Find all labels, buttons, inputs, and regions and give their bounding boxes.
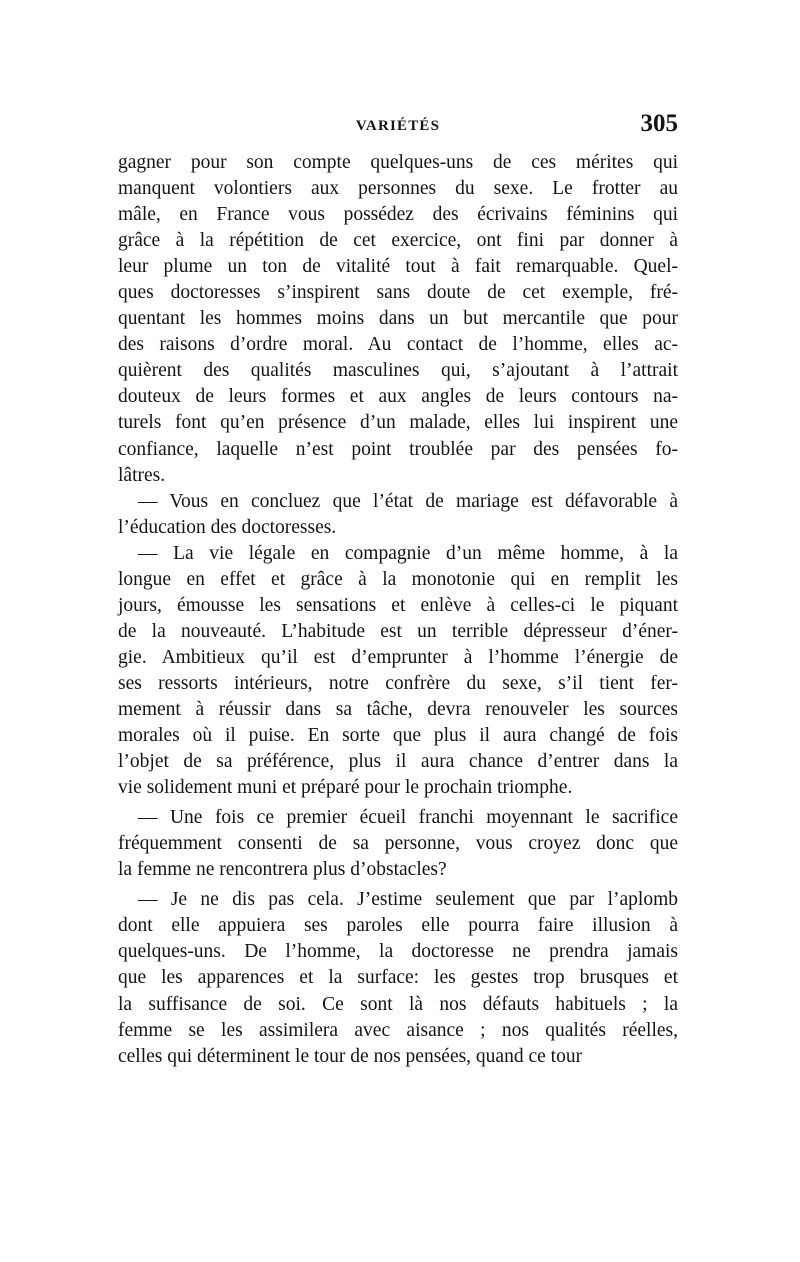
text-line: — Je ne dis pas cela. J’estime seulement que par l’aplomb xyxy=(138,889,678,911)
running-title: VARIÉTÉS xyxy=(355,118,441,134)
text-line: l’objet de sa préférence, plus il aura chance d’entrer dans la xyxy=(118,751,678,773)
text-line: l’éducation des doctoresses. xyxy=(118,516,337,538)
text-line: gie. Ambitieux qu’il est d’emprunter à l’homme l’énergie de xyxy=(118,646,678,668)
paragraph xyxy=(118,805,678,883)
text-line: ques doctoresses s’inspirent sans doute de cet exemple, fré- xyxy=(118,282,678,304)
text-line: leur plume un ton de vitalité tout à fait remarquable. Quel- xyxy=(118,256,678,278)
text-line: que les apparences et la surface: les gestes trop brusques et xyxy=(118,967,678,989)
text-line: de la nouveauté. L’habitude est un terrible dépresseur d’éner- xyxy=(118,620,678,642)
text-line: la suffisance de soi. Ce sont là nos défauts habituels ; la xyxy=(118,993,678,1015)
text-line: vie solidement muni et préparé pour le prochain triomphe. xyxy=(118,777,573,799)
body-text xyxy=(118,150,678,1070)
text-line: confiance, laquelle n’est point troublée par des pensées fo- xyxy=(118,438,678,460)
text-line: mâle, en France vous possédez des écrivains féminins qui xyxy=(118,204,678,226)
text-line: morales où il puise. En sorte que plus il aura changé de fois xyxy=(118,725,678,747)
text-line: — Une fois ce premier écueil franchi moyennant le sacrifice xyxy=(138,807,678,829)
page-number: 305 xyxy=(640,110,678,137)
text-line: — La vie légale en compagnie d’un même homme, à la xyxy=(138,542,678,564)
text-line: — Vous en concluez que l’état de mariage est défavorable à xyxy=(138,490,678,512)
text-line: jours, émousse les sensations et enlève à celles-ci le piquant xyxy=(118,594,678,616)
text-line: ses ressorts intérieurs, notre confrère du sexe, s’il tient fer- xyxy=(118,672,678,694)
text-line: turels font qu’en présence d’un malade, elles lui inspirent une xyxy=(118,412,678,434)
text-line: grâce à la répétition de cet exercice, ont fini par donner à xyxy=(118,230,678,252)
text-line: quelques-uns. De l’homme, la doctoresse ne prendra jamais xyxy=(118,941,678,963)
text-line: longue en effet et grâce à la monotonie qui en remplit les xyxy=(118,568,678,590)
text-line: douteux de leurs formes et aux angles de leurs contours na- xyxy=(118,386,678,408)
paragraph xyxy=(118,150,678,489)
text-line: dont elle appuiera ses paroles elle pourra faire illusion à xyxy=(118,915,678,937)
paragraph xyxy=(118,541,678,801)
text-line: quièrent des qualités masculines qui, s’ajoutant à l’attrait xyxy=(118,360,678,382)
text-line: la femme ne rencontrera plus d’obstacles? xyxy=(118,859,447,881)
paragraph xyxy=(118,887,678,1069)
text-line: des raisons d’ordre moral. Au contact de l’homme, elles ac- xyxy=(118,334,678,356)
text-line: lâtres. xyxy=(118,464,166,486)
text-line: mement à réussir dans sa tâche, devra renouveler les sources xyxy=(118,698,678,720)
text-line: fréquemment consenti de sa personne, vous croyez donc que xyxy=(118,833,678,855)
text-line: femme se les assimilera avec aisance ; nos qualités réelles, xyxy=(118,1019,678,1041)
running-head xyxy=(118,110,678,144)
paragraph xyxy=(118,489,678,541)
text-line: quentant les hommes moins dans un but mercantile que pour xyxy=(118,308,678,330)
text-line: gagner pour son compte quelques-uns de ces mérites qui xyxy=(118,152,678,173)
text-line: manquent volontiers aux personnes du sexe. Le frotter au xyxy=(118,178,678,200)
text-line: celles qui déterminent le tour de nos pensées, quand ce tour xyxy=(118,1045,583,1067)
